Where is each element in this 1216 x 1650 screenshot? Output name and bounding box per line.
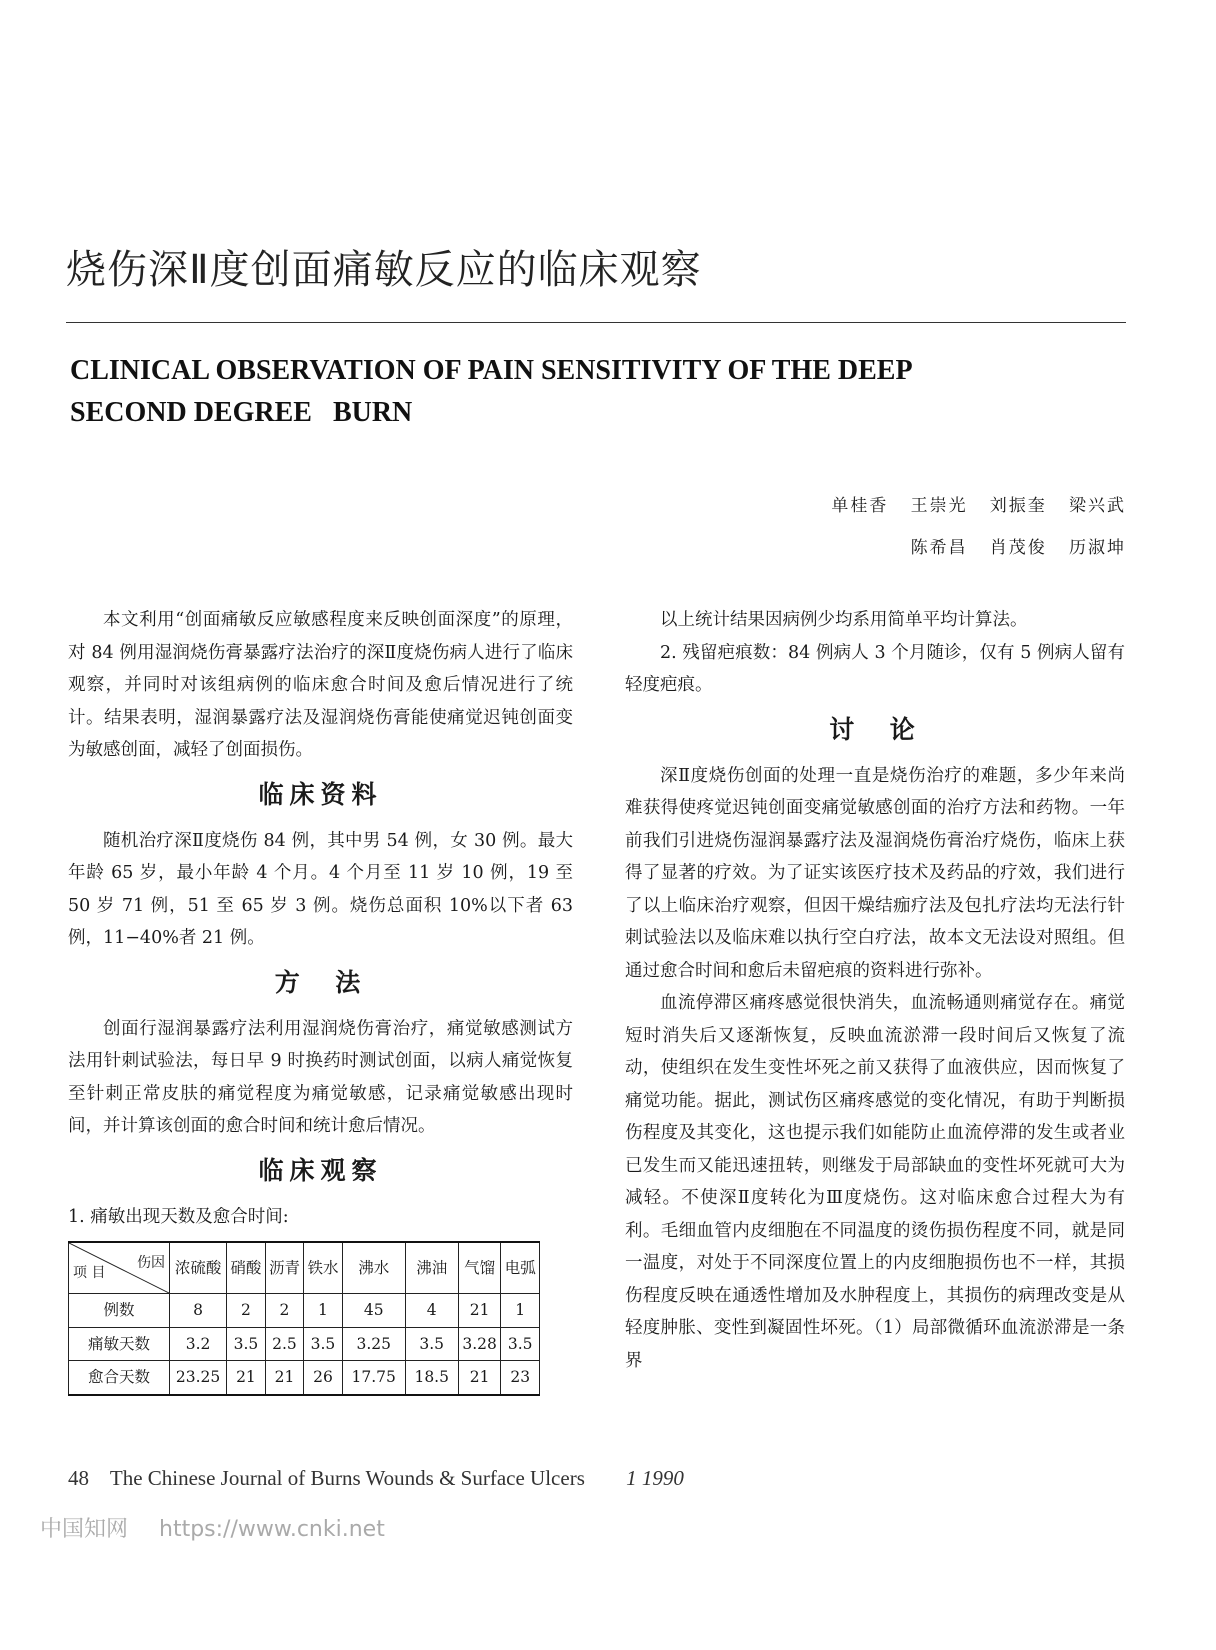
table-corner-cell: [69, 1242, 170, 1294]
table-col-header: 气馏: [458, 1242, 501, 1294]
table-col-header: 沸水: [342, 1242, 405, 1294]
right-column: [625, 604, 1125, 1377]
table-cell: 26: [304, 1361, 343, 1395]
paper-title-cn: 烧伤深Ⅱ度创面痛敏反应的临床观察: [66, 247, 702, 293]
section-heading-clinical-data: 临床资料: [258, 779, 383, 809]
cnki-watermark: [40, 1512, 385, 1543]
table-col-header: 沸油: [405, 1242, 458, 1294]
table-cell: 3.5: [405, 1327, 458, 1361]
section-heading-discussion: 讨 论: [829, 714, 921, 744]
title-en-line1: CLINICAL OBSERVATION OF PAIN SENSITIVITY OF THE DEEP: [70, 355, 913, 386]
table-cell: 45: [342, 1294, 405, 1328]
table-col-header: 电弧: [501, 1242, 540, 1294]
table-col-header: 硝酸: [227, 1242, 266, 1294]
authors-line2: 陈希昌 肖茂俊 历淑坤: [910, 538, 1126, 558]
table-cell: 3.5: [304, 1327, 343, 1361]
corner-label-cause: 伤因: [137, 1255, 165, 1271]
title-rule: [66, 322, 1126, 323]
title-en-line2: SECOND DEGREE BURN: [70, 397, 413, 428]
table-cell: 17.75: [342, 1361, 405, 1395]
paper-title-en: [70, 350, 1070, 434]
authors: [831, 485, 1126, 569]
left-column: [68, 604, 573, 1396]
section-heading-observation: 临床观察: [258, 1155, 383, 1185]
table-row: [69, 1294, 540, 1328]
page-number: 48: [68, 1466, 89, 1490]
table-cell: 8: [170, 1294, 227, 1328]
table-cell: 2: [265, 1294, 304, 1328]
watermark-url: https://www.cnki.net: [159, 1517, 385, 1542]
table-cell: 21: [227, 1361, 266, 1395]
table-cell: 3.2: [170, 1327, 227, 1361]
clinical-data-text: 随机治疗深Ⅱ度烧伤 84 例，其中男 54 例，女 30 例。最大年龄 65 岁，最小年龄 4 个月。4 个月至 11 岁 10 例，19 至 50 岁 71 例，51 至 65 岁 3 例。烧伤总面积 10%以下者 63 例，11−40%者 21 例。: [68, 830, 573, 948]
section-heading-method: 方 法: [274, 967, 367, 997]
table-cell: 3.28: [458, 1327, 501, 1361]
results-table: [68, 1241, 540, 1396]
table-cell: 21: [265, 1361, 304, 1395]
method-text: 创面行湿润暴露疗法利用湿润烧伤膏治疗，痛觉敏感测试方法用针刺试验法，每日早 9 时换药时测试创面，以病人痛觉恢复至针刺正常皮肤的痛觉程度为痛觉敏感，记录痛觉敏感出现时间，并计算该创面的愈合时间和统计愈后情况。: [68, 1018, 573, 1136]
authors-line1: 单桂香 王崇光 刘振奎 梁兴武: [831, 496, 1126, 516]
table-cell: 3.5: [501, 1327, 540, 1361]
table-cell: 21: [458, 1294, 501, 1328]
table-cell: 1: [304, 1294, 343, 1328]
page-footer: [68, 1466, 700, 1491]
observation-item-1: 1. 痛敏出现天数及愈合时间:: [68, 1206, 289, 1227]
table-cell: 18.5: [405, 1361, 458, 1395]
scar-count-text: 2. 残留疤痕数：84 例病人 3 个月随诊，仅有 5 例病人留有轻度疤痕。: [625, 642, 1125, 695]
table-cell: 23.25: [170, 1361, 227, 1395]
table-col-header: 铁水: [304, 1242, 343, 1294]
table-row-label: 痛敏天数: [69, 1327, 170, 1361]
table-col-header: 沥青: [265, 1242, 304, 1294]
journal-name: The Chinese Journal of Burns Wounds & Surface Ulcers: [109, 1466, 585, 1490]
discussion-paragraph-2: 血流停滞区痛疼感觉很快消失，血流畅通则痛觉存在。痛觉短时消失后又逐渐恢复，反映血流淤滞一段时间后又恢复了流动，使组织在发生变性坏死之前又获得了血液供应，因而恢复了痛觉功能。据此，测试伤区痛疼感觉的变化情况，有助于判断损伤程度及其变化，这也提示我们如能防止血流停滞的发生或者业已发生而又能迅速扭转，则继发于局部缺血的变性坏死就可大为减轻。不使深Ⅱ度转化为Ⅲ度烧伤。这对临床愈合过程大为有利。毛细血管内皮细胞在不同温度的烫伤损伤程度不同，就是同一温度，对处于不同深度位置上的内皮细胞损伤也不一样，其损伤程度反映在通透性增加及水肿程度上，其损伤的病理改变是从轻度肿胀、变性到凝固性坏死。（1）局部微循环血流淤滞是一条界: [625, 993, 1125, 1371]
stats-note: 以上统计结果因病例少均系用简单平均计算法。: [660, 610, 1028, 630]
table-cell: 3.25: [342, 1327, 405, 1361]
table-row: [69, 1327, 540, 1361]
corner-label-item: 项 目: [73, 1264, 106, 1281]
table-cell: 21: [458, 1361, 501, 1395]
table-header-row: [69, 1242, 540, 1294]
table-col-header: 浓硫酸: [170, 1242, 227, 1294]
table-cell: 1: [501, 1294, 540, 1328]
issue-info: 1 1990: [626, 1466, 684, 1490]
table-cell: 2: [227, 1294, 266, 1328]
table-cell: 4: [405, 1294, 458, 1328]
table-cell: 3.5: [227, 1327, 266, 1361]
table-cell: 2.5: [265, 1327, 304, 1361]
discussion-paragraph-1: 深Ⅱ度烧伤创面的处理一直是烧伤治疗的难题，多少年来尚难获得使疼觉迟钝创面变痛觉敏感创面的治疗方法和药物。一年前我们引进烧伤湿润暴露疗法及湿润烧伤膏治疗烧伤，临床上获得了显著的疗效。为了证实该医疗技术及药品的疗效，我们进行了以上临床治疗观察，但因干燥结痂疗法及包扎疗法均无法行针刺试验法以及临床难以执行空白疗法，故本文无法设对照组。但通过愈合时间和愈后未留疤痕的资料进行弥补。: [625, 765, 1125, 981]
table-cell: 23: [501, 1361, 540, 1395]
table-row-label: 愈合天数: [69, 1361, 170, 1395]
table-row-label: 例数: [69, 1294, 170, 1328]
table-row: [69, 1361, 540, 1395]
watermark-brand: 中国知网: [40, 1517, 129, 1542]
abstract: 本文利用“创面痛敏反应敏感程度来反映创面深度”的原理，对 84 例用湿润烧伤膏暴露疗法治疗的深Ⅱ度烧伤病人进行了临床观察，并同时对该组病例的临床愈合时间及愈后情况进行了统计。结果表明，湿润暴露疗法及湿润烧伤膏能使痛觉迟钝创面变为敏感创面，减轻了创面损伤。: [68, 610, 573, 760]
